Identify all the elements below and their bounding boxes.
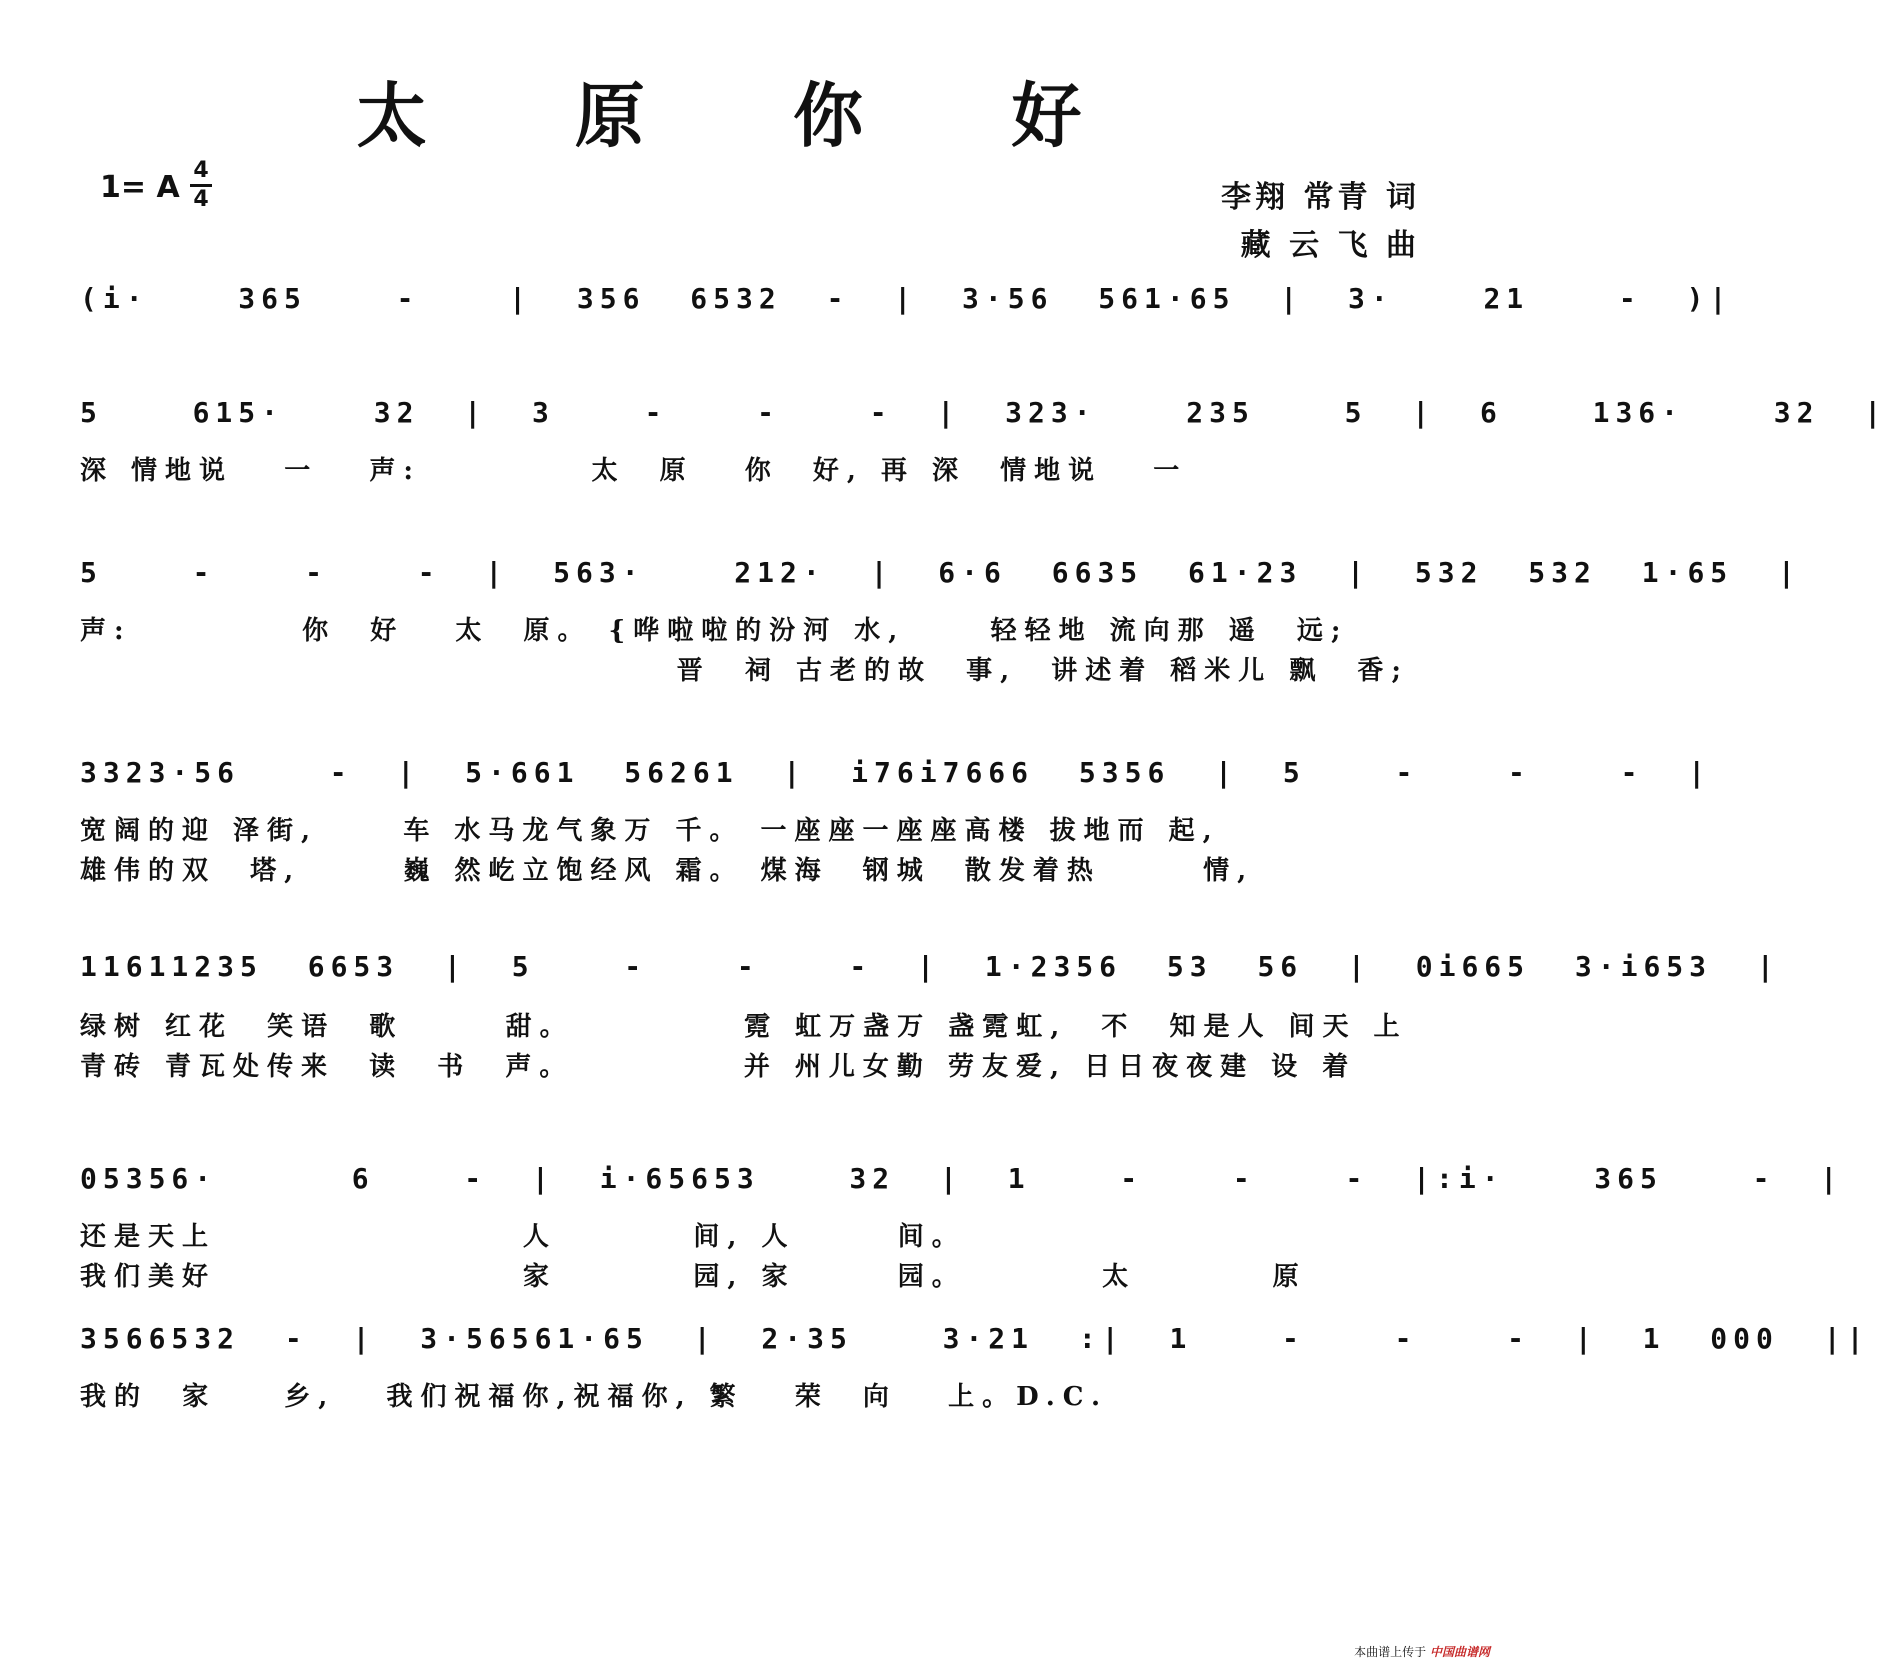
lyric-line-verse-1: 还是天上 人 间, 人 间。 — [80, 1222, 966, 1252]
notation-line: (i· 365 - | 356 6532 - | 3·56 561·65 | 3· 21 - )| — [80, 282, 1733, 315]
lyric-line-verse-2: 我们美好 家 园, 家 园。 太 原 — [80, 1262, 1307, 1292]
time-signature — [188, 158, 214, 213]
footer-brand-logo[interactable]: 中国曲谱网 — [1429, 1645, 1490, 1659]
notation-line: 5 615· 32 | 3 - - - | 323· 235 5 | 6 136· 32 | — [80, 396, 1887, 429]
notation-line: 3323·56 - | 5·661 56261 | i76i7666 5356 | 5 - - - | — [80, 756, 1712, 789]
notation-line: 11611235 6653 | 5 - - - | 1·2356 53 56 | 0i665 3·i653 | — [80, 950, 1780, 983]
lyric-line-verse-1: 绿树 红花 笑语 歌 甜。 霓 虹万盏万 盏霓虹, 不 知是人 间天 上 — [80, 1012, 1408, 1042]
time-signature-top: 4 — [193, 158, 209, 183]
lyric-line-verse-2: 晋 祠 古老的故 事, 讲述着 稻米儿 飘 香; — [80, 656, 1410, 686]
key-signature: 1= A — [100, 170, 180, 205]
time-signature-bottom: 4 — [193, 187, 209, 212]
lyric-line: 我的 家 乡, 我们祝福你,祝福你, 繁 荣 向 上。D.C. — [80, 1382, 1109, 1412]
lyricist-credit: 李翔 常青 词 — [1221, 180, 1420, 215]
lyric-line: 深 情地说 一 声: 太 原 你 好, 再 深 情地说 一 — [80, 456, 1188, 486]
notation-line: 3566532 - | 3·56561·65 | 2·35 3·21 :| 1 - - - | 1 000 || — [80, 1322, 1870, 1355]
lyric-line-verse-2: 青砖 青瓦处传来 读 书 声。 并 州儿女勤 劳友爱, 日日夜夜建 设 着 — [80, 1052, 1357, 1082]
notation-line: 05356· 6 - | i·65653 32 | 1 - - - |:i· 365 - | — [80, 1162, 1844, 1195]
page-title: 太 原 你 好 — [356, 74, 1144, 157]
lyric-line-verse-1: 宽阔的迎 泽街, 车 水马龙气象万 千。 一座座一座座高楼 拔地而 起, — [80, 816, 1220, 846]
notation-line: 5 - - - | 563· 212· | 6·6 6635 61·23 | 532 532 1·65 | — [80, 556, 1801, 589]
footer-text: 本曲谱上传于 — [1354, 1645, 1427, 1659]
composer-credit: 藏 云 飞 曲 — [1240, 228, 1420, 263]
footer-credit — [1354, 1643, 1490, 1660]
lyric-line-verse-2: 雄伟的双 塔, 巍 然屹立饱经风 霜。 煤海 钢城 散发着热 情, — [80, 856, 1255, 886]
lyric-line-verse-1: 声: 你 好 太 原。 {哗啦啦的汾河 水, 轻轻地 流向那 遥 远; — [80, 616, 1349, 646]
